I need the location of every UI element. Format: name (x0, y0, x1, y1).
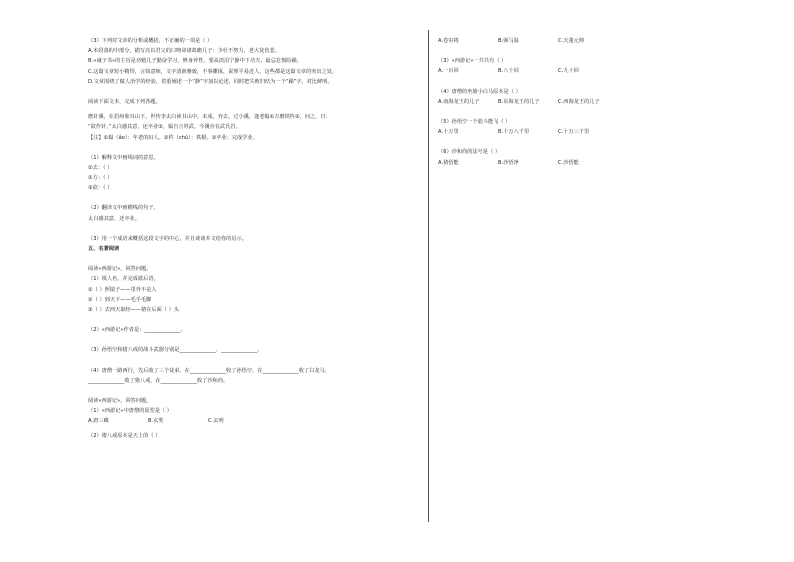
reading-intro: 阅读«西游记»，回答问题。 (88, 266, 152, 273)
question-line: （3）孙悟空和猪八戒的战斗武器分别是______________、______________。 (88, 347, 263, 354)
notes-line: 【注】①媪（ǎo）：年老的妇人。②杵（chǔ）：铁棍。③卒业：完成学业。 (88, 134, 258, 141)
question-line: （2）猪八戒原本是天上的（ ） (88, 433, 161, 440)
options-row (438, 97, 698, 107)
question-line: （1）解释文中画线词的意思。 (88, 154, 159, 161)
left-column (88, 36, 418, 442)
question-line: （1）填人名，并完成歇后语。 (88, 276, 159, 283)
fill-item: ①（ ）照镜子——里外不是人 (88, 286, 157, 293)
option-a: A.猪悟能 (438, 159, 459, 166)
options-row (88, 416, 418, 426)
option-c: C.西海龙王的儿子 (558, 98, 600, 105)
options-row (438, 127, 698, 137)
option-a: A.南海龙王的儿子 (438, 98, 480, 105)
option-line: D.文章围绕了做人治学的经验，着重阐述一个“静”字加以论述，同时把失败归结为一个“躁”字，对比鲜明。 (88, 78, 333, 85)
option-b: B.东海龙王的儿子 (498, 98, 540, 105)
blank-item: ①去：（ ） (88, 164, 113, 171)
question-line: （5）孙悟空一个筋斗能飞（ ） (438, 118, 511, 125)
right-column (438, 36, 698, 168)
question-line: （3）«西游记»一共共有（ ） (438, 58, 507, 65)
question-line: （4）唐僧一路西行，先后收了三个徒弟。在______________收了孙悟空，在______________收了白龙马， (88, 367, 330, 374)
option-c: C.九十回 (558, 68, 579, 75)
question-line: ______________收了猪八戒，在______________收了沙和尚。 (88, 377, 229, 384)
reading-intro: 阅读«西游记»，回答问题。 (88, 397, 152, 404)
options-row (438, 36, 698, 46)
option-a: A.一百回 (438, 68, 459, 75)
fill-item: ③（ ）去西天取经——猪在后面（ ）头 (88, 306, 179, 313)
column-divider (428, 30, 429, 522)
options-row (438, 66, 698, 76)
question-line: （4）唐僧的坐骑小白马原本是（ ） (438, 88, 521, 95)
option-c: C.玄明 (208, 418, 224, 425)
reading-intro: 阅读下面文本，完成下列各题。 (88, 98, 161, 105)
question-line: （3）下列对文章的分析或概括，不正确的一项是（ ） (88, 38, 213, 44)
quoted-sentence: 太白感其意，还卒业。 (88, 215, 140, 222)
option-a: A.卷帘将 (438, 38, 459, 44)
option-b: B.十万八千里 (498, 129, 530, 136)
passage-line: “欲作针。”太白感其意，还卒业③。媪自言姓武。今溪旁有武氏岩。 (88, 124, 241, 131)
option-b: B.沙悟净 (498, 159, 519, 166)
question-line: （2）«西游记»作者是：______________。 (88, 327, 186, 334)
option-a: A.唐三藏 (88, 418, 109, 425)
option-c: C.沙悟能 (558, 159, 579, 166)
fill-item: ②（ ）到天下——毛手毛脚 (88, 296, 152, 303)
option-c: C.天蓬元帅 (558, 38, 585, 44)
question-line: （3）用一个成语来概括这段文字的中心，并且谈谈本文给你的启示。 (88, 235, 247, 242)
options-row (438, 158, 698, 168)
question-line: （2）翻译文中画横线的句子。 (88, 205, 159, 212)
option-b: B.弼马温 (498, 38, 519, 44)
option-c: C.十万三千里 (558, 129, 590, 136)
option-line: A.本段落的中部分，描写亮以君父的口吻命诸葛瞻儿子：少壮不努力，老大徒伤悲。 (88, 48, 280, 55)
option-b: B.玄奘 (148, 418, 164, 425)
section-heading: 五、名著阅读 (88, 246, 120, 252)
option-a: A.十万里 (438, 129, 459, 136)
option-b: B.八十回 (498, 68, 519, 75)
passage-line: 磨针溪，在眉州象耳山下。世传李太白读书山中，未成，弃去。过小溪，逢老媪①方磨铁杵②，问之，曰： (88, 114, 331, 121)
question-line: （6）沙和尚的法号是（ ） (438, 149, 501, 156)
option-line: C.这篇文章短小精悍，言简意赅，文字清新雅致，不事雕琢，说理平易近人，这些都是这篇文章的突出之处。 (88, 68, 338, 75)
option-line: B.«诫子书»的主旨是劝勉儿子勤奋学习，修身养性，要从淡泊宁静中下功夫，最忌怠惰险躁。 (88, 58, 302, 65)
blank-item: ②方：（ ） (88, 175, 113, 182)
question-line: （1）«西游记»中唐僧的原型是（ ） (88, 408, 172, 415)
blank-item: ③欲：（ ） (88, 185, 113, 192)
